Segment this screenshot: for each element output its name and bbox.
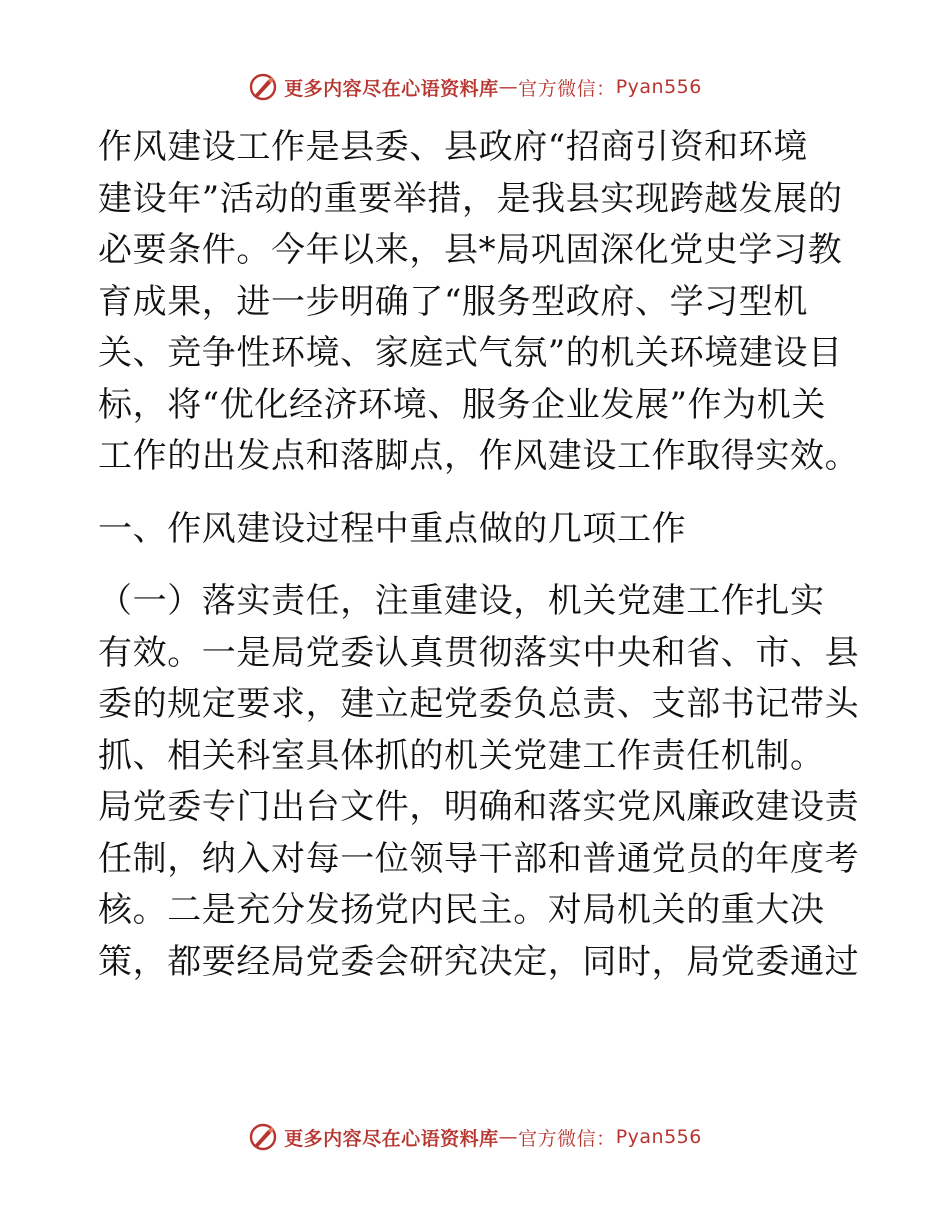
watermark-wechat-id: Pyan556 [615,1126,702,1148]
text-line: （一）落实责任，注重建设，机关党建工作扎实 [98,581,825,621]
text-line: 必要条件。今年以来，县*局巩固深化党史学习教 [98,230,843,270]
text-line: 标，将“优化经济环境、服务企业发展”作为机关 [98,384,826,425]
text-line: 策，都要经局党委会研究决定，同时，局党委通过 [98,941,860,982]
text-line: 抓、相关科室具体抓的机关党建工作责任机制。 [98,735,825,776]
section-heading: 一、作风建设过程中重点做的几项工作 [98,508,687,549]
paragraph-intro [98,122,860,483]
document-body [98,122,860,988]
watermark-separator: — [498,76,519,98]
text-line: 关、竞争性环境、家庭式气氛”的机关环境建设目 [98,333,843,373]
paragraph-section-1 [98,576,860,988]
text-line: 委的规定要求，建立起党委负总责、支部书记带头 [98,684,860,724]
text-line: 育成果，进一步明确了“服务型政府、学习型机 [98,281,808,322]
text-line: 有效。一是局党委认真贯彻落实中央和省、市、县 [98,632,860,673]
watermark-separator: — [498,1126,519,1148]
pen-logo-icon [248,72,278,102]
watermark-main-text: 更多内容尽在心语资料库 [284,1127,499,1150]
header-watermark [0,72,950,102]
text-line: 作风建设工作是县委、县政府“招商引资和环境 [98,127,808,167]
watermark-official-label: 官方微信： [518,77,616,100]
watermark-wechat-id: Pyan556 [615,76,702,98]
text-line: 任制，纳入对每一位领导干部和普通党员的年度考 [98,838,860,879]
pen-logo-icon [248,1122,278,1152]
text-line: 局党委专门出台文件，明确和落实党风廉政建设责 [98,787,860,827]
watermark-official-label: 官方微信： [518,1127,616,1150]
text-line: 建设年”活动的重要举措，是我县实现跨越发展的 [98,178,843,219]
text-line: 工作的出发点和落脚点，作风建设工作取得实效。 [98,436,860,476]
watermark-main-text: 更多内容尽在心语资料库 [284,77,499,100]
footer-watermark [0,1122,950,1152]
text-line: 核。二是充分发扬党内民主。对局机关的重大决 [98,890,825,930]
